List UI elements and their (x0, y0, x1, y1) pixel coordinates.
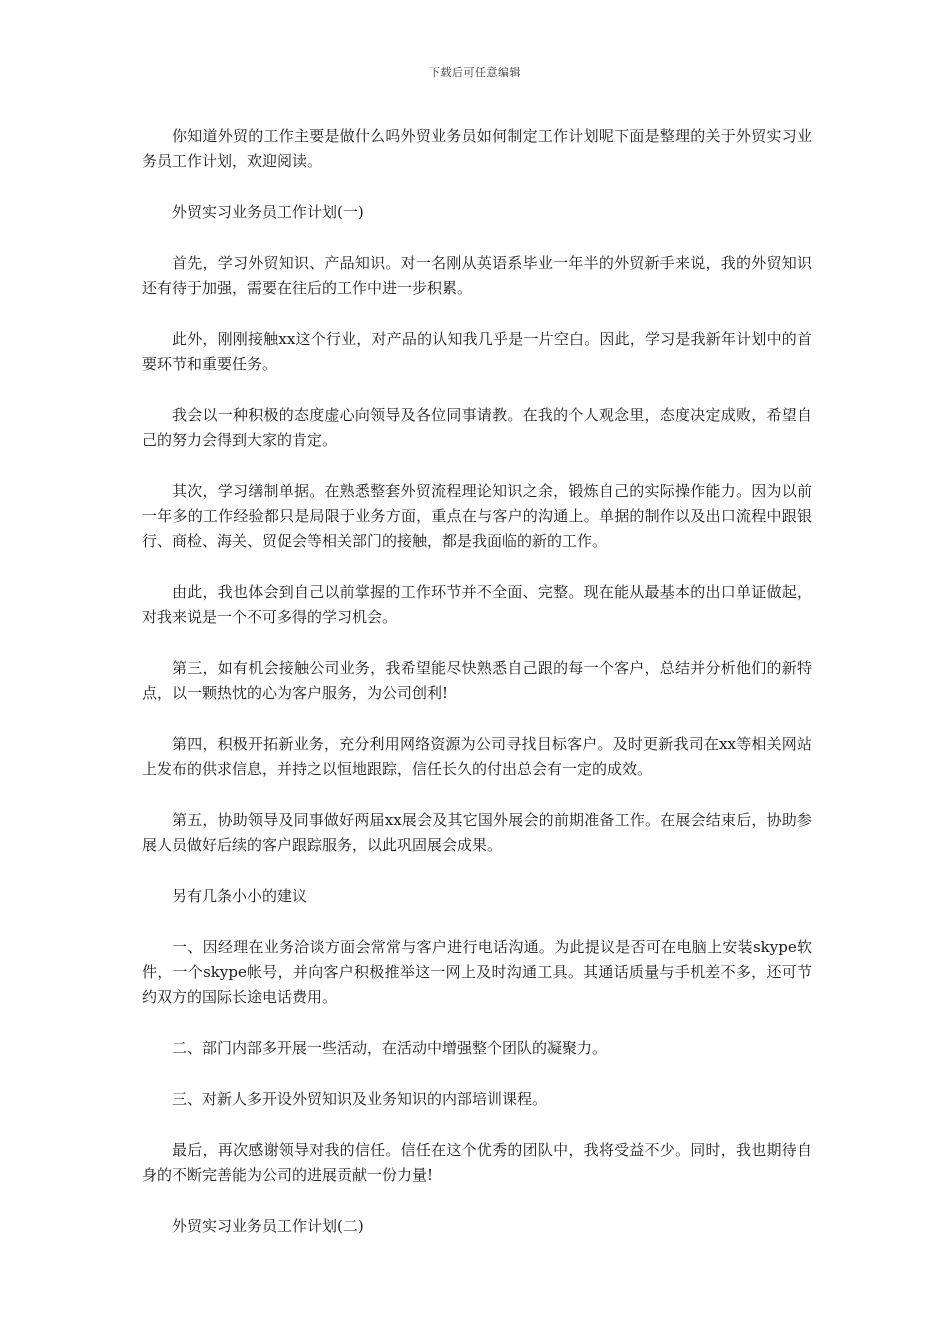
paragraph-attitude: 我会以一种积极的态度虚心向领导及各位同事请教。在我的个人观念里，态度决定成败，希望自己的努力会得到大家的肯定。 (142, 406, 812, 449)
suggestion-1: 一、因经理在业务洽谈方面会常常与客户进行电话沟通。为此提议是否可在电脑上安装skype软件，一个skype帐号，并向客户积极推举这一网上及时沟通工具。其通话质量与手机差不多，还可节约双方的国际长途电话费用。 (142, 938, 812, 1006)
paragraph-fifth: 第五，协助领导及同事做好两届xx展会及其它国外展会的前期准备工作。在展会结束后，协助参展人员做好后续的客户跟踪服务，以此巩固展会成果。 (142, 811, 812, 854)
page-header-note: 下载后可任意编辑 (429, 66, 521, 79)
suggestion-2: 二、部门内部多开展一些活动，在活动中增强整个团队的凝聚力。 (172, 1039, 608, 1057)
suggestions-heading: 另有几条小小的建议 (172, 887, 308, 905)
paragraph-second: 其次，学习缮制单据。在熟悉整套外贸流程理论知识之余，锻炼自己的实际操作能力。因为以前一年多的工作经验都只是局限于业务方面，重点在与客户的沟通上。单据的制作以及出口流程中跟银行、商检、海关、贸促会等相关部门的接触，都是我面临的新的工作。 (142, 482, 812, 550)
paragraph-first: 首先，学习外贸知识、产品知识。对一名刚从英语系毕业一年半的外贸新手来说，我的外贸知识还有待于加强，需要在往后的工作中进一步积累。 (142, 254, 812, 297)
section-heading-2: 外贸实习业务员工作计划(二) (172, 1217, 364, 1235)
document-body (142, 124, 812, 1265)
paragraph-third: 第三，如有机会接触公司业务，我希望能尽快熟悉自己跟的每一个客户，总结并分析他们的新特点，以一颗热忱的心为客户服务，为公司创利! (142, 659, 812, 702)
suggestion-3: 三、对新人多开设外贸知识及业务知识的内部培训课程。 (172, 1090, 548, 1108)
intro-paragraph: 你知道外贸的工作主要是做什么吗外贸业务员如何制定工作计划呢下面是整理的关于外贸实习业务员工作计划，欢迎阅读。 (142, 127, 812, 170)
paragraph-besides: 此外，刚刚接触xx这个行业，对产品的认知我几乎是一片空白。因此，学习是我新年计划中的首要环节和重要任务。 (142, 330, 812, 373)
paragraph-finally: 最后，再次感谢领导对我的信任。信任在这个优秀的团队中，我将受益不少。同时，我也期待自身的不断完善能为公司的进展贡献一份力量! (142, 1141, 812, 1184)
section-heading-1: 外贸实习业务员工作计划(一) (172, 203, 364, 221)
paragraph-thus: 由此，我也体会到自己以前掌握的工作环节并不全面、完整。现在能从最基本的出口单证做起，对我来说是一个不可多得的学习机会。 (142, 583, 812, 626)
paragraph-fourth: 第四，积极开拓新业务，充分利用网络资源为公司寻找目标客户。及时更新我司在xx等相关网站上发布的供求信息，并持之以恒地跟踪，信任长久的付出总会有一定的成效。 (142, 735, 812, 778)
